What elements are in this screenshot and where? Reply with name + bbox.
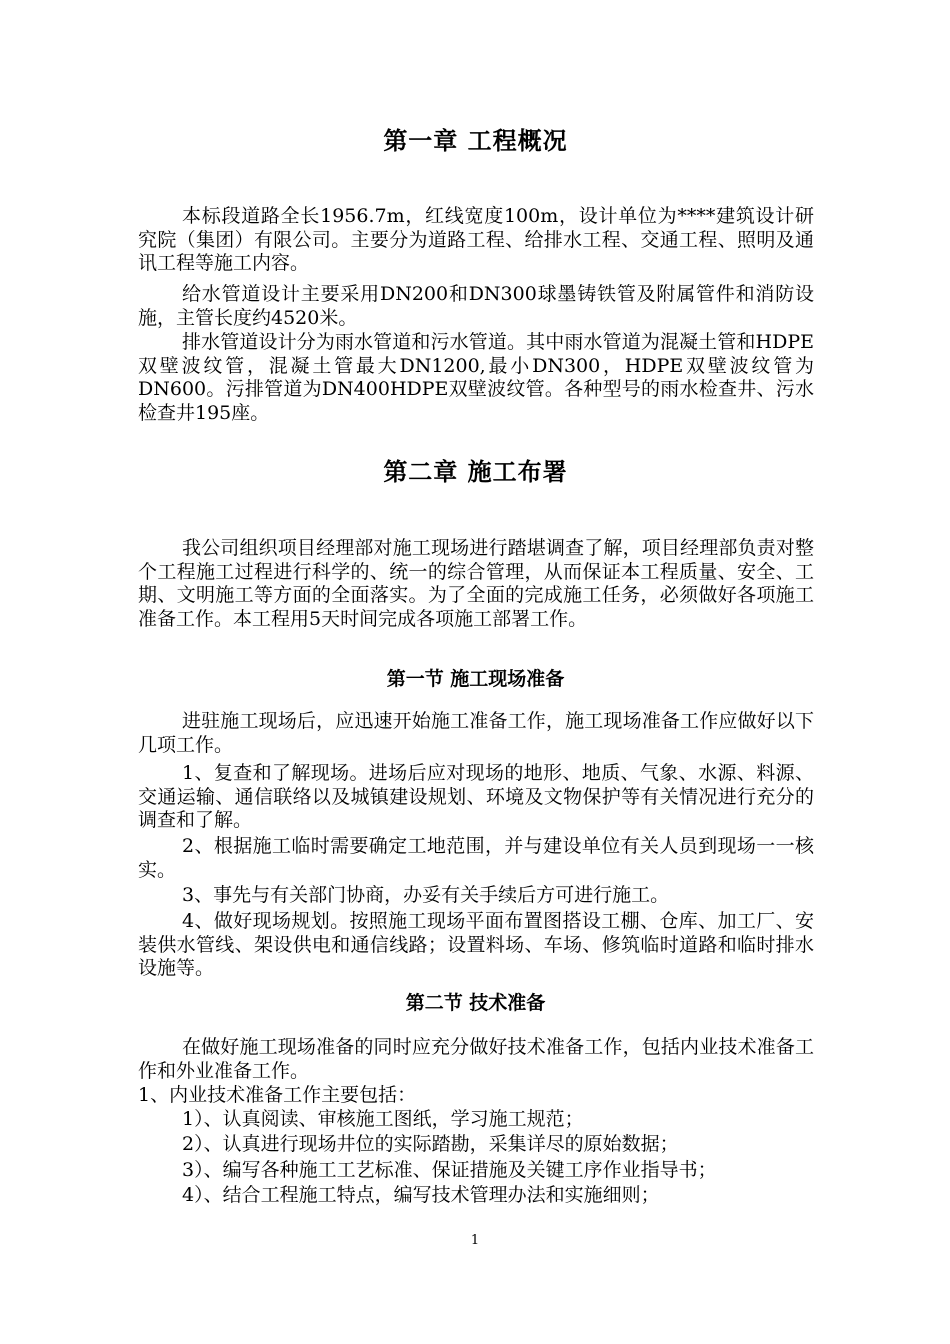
page-number: 1 bbox=[470, 1233, 480, 1248]
paragraph: 本标段道路全长1956.7m，红线宽度100m，设计单位为****建筑设计研究院（集团）有限公司。主要分为道路工程、给排水工程、交通工程、照明及通讯工程等施工内容。 bbox=[138, 205, 814, 275]
paragraph: 3、事先与有关部门协商，办妥有关手续后方可进行施工。 bbox=[182, 884, 670, 906]
paragraph: 排水管道设计分为雨水管道和污水管道。其中雨水管道为混凝土管和HDPE双壁波纹管，混凝土管最大DN1200,最小DN300，HDPE双壁波纹管为DN600。污排管道为DN400HDPE双壁波纹管。各种型号的雨水检查井、污水检查井195座。 bbox=[138, 331, 814, 424]
paragraph: 我公司组织项目经理部对施工现场进行踏堪调查了解，项目经理部负责对整个工程施工过程进行科学的、统一的综合管理，从而保证本工程质量、安全、工期、文明施工等方面的全面落实。为了全面的完成施工任务，必须做好各项施工准备工作。本工程用5天时间完成各项施工部署工作。 bbox=[138, 537, 814, 630]
list-item: 2）、认真进行现场井位的实际踏勘，采集详尽的原始数据； bbox=[182, 1133, 679, 1155]
paragraph: 1、复查和了解现场。进场后应对现场的地形、地质、气象、水源、料源、交通运输、通信联络以及城镇建设规划、环境及文物保护等有关情况进行充分的调查和了解。 bbox=[138, 762, 814, 832]
paragraph: 在做好施工现场准备的同时应充分做好技术准备工作，包括内业技术准备工作和外业准备工作。 bbox=[138, 1036, 814, 1082]
paragraph: 给水管道设计主要采用DN200和DN300球墨铸铁管及附属管件和消防设施，主管长度约4520米。 bbox=[138, 283, 814, 329]
paragraph: 进驻施工现场后，应迅速开始施工准备工作，施工现场准备工作应做好以下几项工作。 bbox=[138, 710, 814, 756]
list-item: 4）、结合工程施工特点，编写技术管理办法和实施细则； bbox=[182, 1184, 660, 1206]
chapter-1-title: 第一章 工程概况 bbox=[383, 127, 568, 155]
section-1-title: 第一节 施工现场准备 bbox=[386, 668, 565, 690]
list-item: 1）、认真阅读、审核施工图纸，学习施工规范； bbox=[182, 1108, 584, 1130]
paragraph: 4、做好现场规划。按照施工现场平面布置图搭设工棚、仓库、加工厂、安装供水管线、架设供电和通信线路；设置料场、车场、修筑临时道路和临时排水设施等。 bbox=[138, 910, 814, 980]
chapter-2-title: 第二章 施工布署 bbox=[383, 458, 568, 486]
section-2-title: 第二节 技术准备 bbox=[405, 992, 546, 1014]
list-title: 1、内业技术准备工作主要包括： bbox=[138, 1084, 417, 1106]
paragraph: 2、根据施工临时需要确定工地范围，并与建设单位有关人员到现场一一核实。 bbox=[138, 835, 814, 881]
list-item: 3）、编写各种施工工艺标准、保证措施及关键工序作业指导书； bbox=[182, 1159, 717, 1181]
